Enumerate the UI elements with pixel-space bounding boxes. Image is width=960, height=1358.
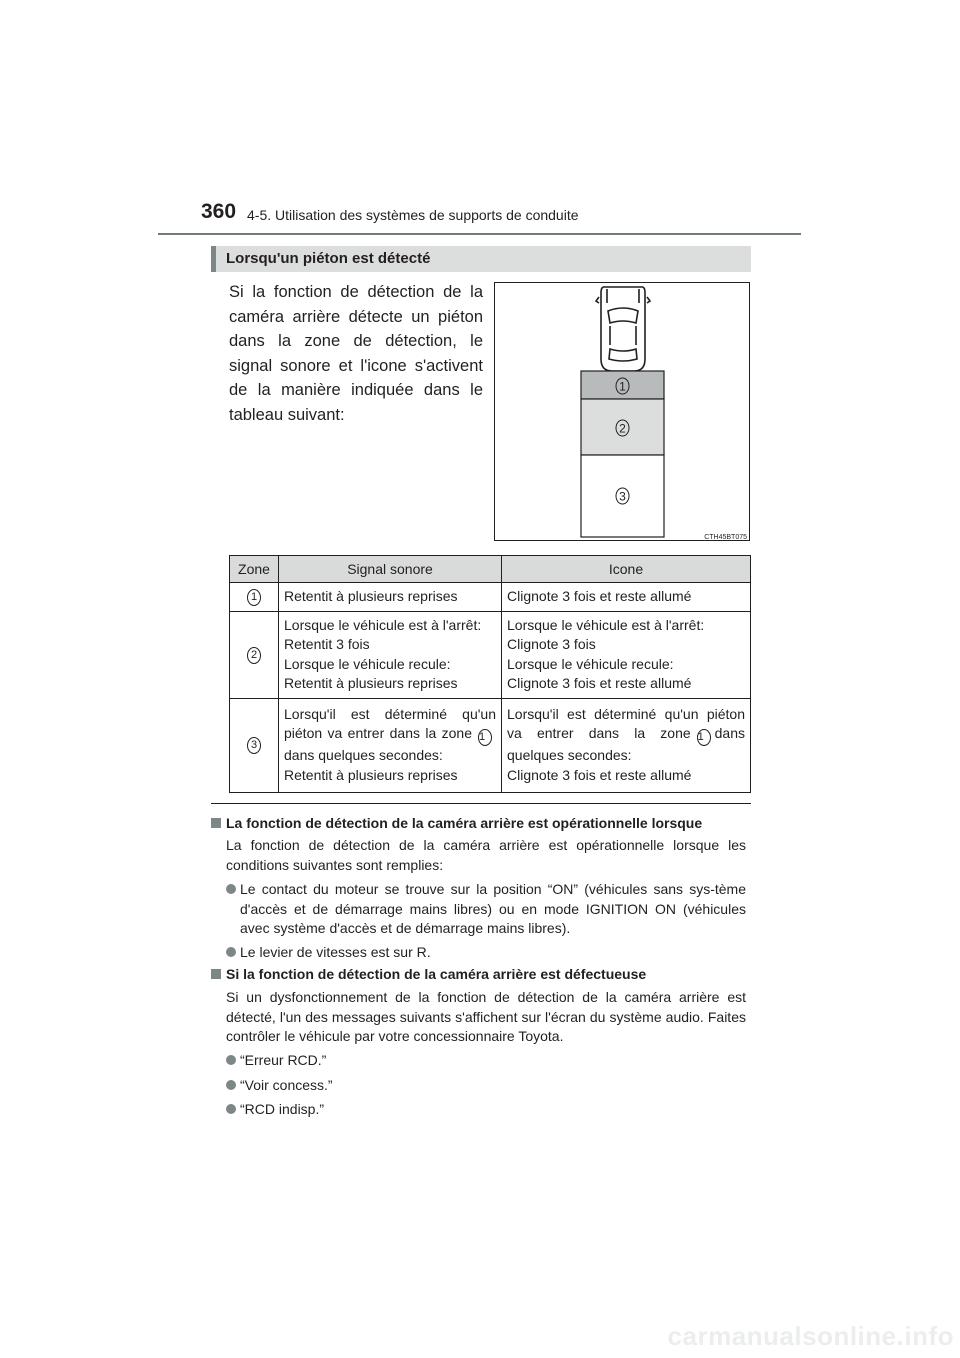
zone-table (229, 555, 751, 793)
section-accent (211, 246, 216, 272)
bullet-dot-icon (226, 1055, 236, 1065)
section-divider (211, 803, 751, 804)
section-heading (211, 246, 751, 272)
icon-line: Lorsque le véhicule est à l'arrêt: (507, 616, 705, 633)
subsection-title (211, 966, 771, 982)
bullet-dot-icon (226, 884, 236, 894)
square-bullet-icon (211, 818, 221, 828)
icon-cell (502, 611, 751, 698)
icon-text: dans quelques secondes: (507, 725, 745, 764)
zone-number: 2 (247, 647, 261, 664)
figure-code: CTH45BT075 (704, 534, 747, 541)
signal-text: Lorsqu'il est déterminé qu'un piéton va entrer dans la zone (284, 705, 496, 742)
table-row (230, 611, 751, 698)
icon-text: Lorsqu'il est déterminé qu'un piéton va entrer dans la zone (507, 705, 745, 742)
list-item (226, 1051, 746, 1071)
zone-1-label: 1 (619, 379, 626, 394)
list-item-text: “Erreur RCD.” (240, 1052, 327, 1068)
subsection-title-text: La fonction de détection de la caméra arrière est opérationnelle lorsque (226, 815, 703, 831)
signal-cell (279, 611, 502, 698)
header-zone: Zone (230, 556, 279, 583)
header-divider (158, 233, 801, 235)
detection-zone-figure (494, 282, 750, 541)
section-title: Lorsqu'un piéton est détecté (226, 250, 431, 267)
signal-cell (279, 698, 502, 792)
list-item-text: “Voir concess.” (240, 1077, 333, 1093)
icon-line: Clignote 3 fois et reste allumé (507, 675, 692, 691)
list-item-text: “RCD indisp.” (240, 1101, 325, 1117)
zone-number: 3 (247, 737, 261, 754)
signal-cell: Retentit à plusieurs reprises (279, 583, 502, 612)
icon-cell: Clignote 3 fois et reste allumé (502, 583, 751, 612)
signal-line: Retentit à plusieurs reprises (284, 766, 458, 783)
icon-line: Clignote 3 fois (507, 636, 596, 652)
watermark: carmanualsonline.info (667, 1321, 954, 1351)
list-item (226, 1100, 746, 1120)
list-item-text: Le levier de vitesses est sur R. (240, 944, 431, 960)
list-item (226, 1076, 746, 1096)
icon-line: Lorsque le véhicule recule: (507, 655, 674, 672)
square-bullet-icon (211, 969, 221, 979)
zone-cell (230, 611, 279, 698)
list-item-text: Le contact du moteur se trouve sur la position “ON” (véhicules sans sys-tème d'accès et de démarrage mains libres) ou en mode IGNITION ON (véhicules avec système d'accès et de démarrage mains libres). (240, 881, 746, 937)
bullet-dot-icon (226, 1104, 236, 1114)
zone-cell (230, 583, 279, 612)
zone-cell (230, 698, 279, 792)
page-number: 360 (201, 200, 237, 223)
header-signal: Signal sonore (279, 556, 502, 583)
subsection-paragraph: Si un dysfonctionnement de la fonction de détection de la caméra arrière est détecté, l'un des messages suivants s'affichent sur l'écran du système audio. Faites contrôler le véhicule par votre concessionnaire Toyota. (226, 989, 746, 1045)
signal-line: Lorsque le véhicule recule: (284, 655, 451, 672)
chapter-title: 4-5. Utilisation des systèmes de supports de conduite (247, 207, 579, 223)
bullet-dot-icon (226, 947, 236, 957)
zone-ref-marker: 1 (697, 729, 711, 746)
list-item (226, 943, 746, 963)
subsection-paragraph: La fonction de détection de la caméra arrière est opérationnelle lorsque les conditions suivantes sont remplies: (226, 837, 746, 873)
table-row (230, 698, 751, 792)
signal-line: Lorsque le véhicule est à l'arrêt: (284, 616, 482, 633)
list-item (226, 880, 746, 940)
signal-text: dans quelques secondes: (284, 747, 443, 764)
subsection-title-text: Si la fonction de détection de la caméra arrière est défectueuse (226, 966, 647, 982)
zone-ref-marker: 1 (478, 729, 492, 746)
header-icon: Icone (502, 556, 751, 583)
subsection-title (211, 815, 771, 831)
icon-line: Clignote 3 fois et reste allumé (507, 766, 692, 783)
zone-2-label: 2 (619, 421, 626, 436)
bullet-dot-icon (226, 1080, 236, 1090)
zone-number: 1 (247, 589, 261, 606)
detection-zone-diagram (495, 283, 751, 542)
intro-paragraph: Si la fonction de détection de la caméra arrière détecte un piéton dans la zone de détection, le signal sonore et l'icone s'activent de la manière indiquée dans le tableau suivant: (229, 283, 483, 424)
table-header-row (230, 556, 751, 583)
signal-line: Retentit 3 fois (284, 636, 370, 652)
vehicle-top-view-icon (596, 287, 650, 371)
zone-3-label: 3 (619, 489, 626, 504)
icon-cell (502, 698, 751, 792)
signal-line: Retentit à plusieurs reprises (284, 675, 458, 691)
table-row (230, 583, 751, 612)
